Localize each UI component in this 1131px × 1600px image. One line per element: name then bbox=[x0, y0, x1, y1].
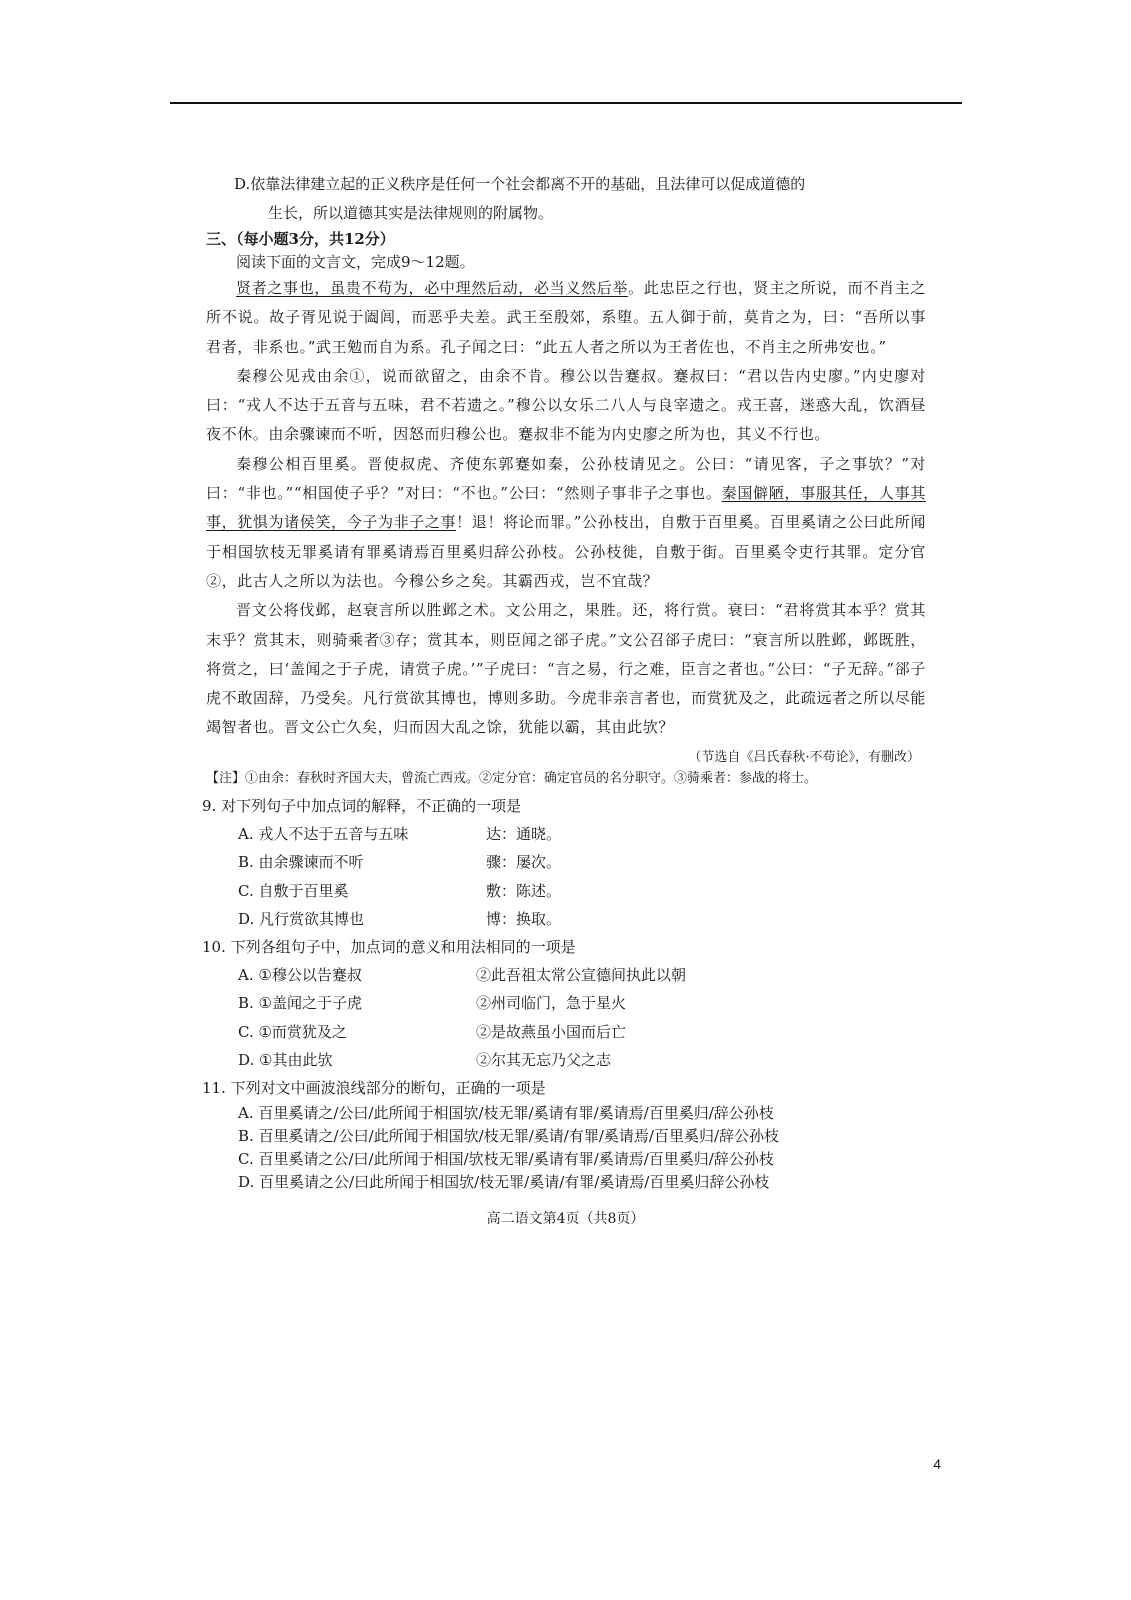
page-footer: 高二语文第4页（共8页） bbox=[486, 1211, 645, 1227]
q9-option-d bbox=[206, 905, 926, 934]
paragraph-1-text: 。此忠臣之行也，贤主之所说，而不肖主之所不说。故子胥见说于阖闾，而恶乎夫差。武王至殷郊，系堕。五人御于前，莫肯之为，曰：“吾所以事君者，非系也。”武王勉而自为系。孔子闻之曰：“此五人者之所以为王者佐也，不肖主之所弗安也。” bbox=[206, 279, 926, 356]
q10-option-a-first: A. ①穆公以告蹇叔 bbox=[238, 965, 362, 984]
q9-option-a-text: A. 戎人不达于五音与五味 bbox=[238, 824, 409, 843]
q10-option-a-second: ②此吾祖太常公宣德间执此以朝 bbox=[476, 965, 687, 984]
passage-paragraph-4: 晋文公将伐邺，赵衰言所以胜邺之术。文公用之，果胜。还，将行赏。衰曰：“君将赏其本乎？赏其末乎？赏其末，则骑乘者③存；赏其本，则臣闻之郤子虎。”文公召郤子虎曰：“衰言所以胜邺，邺既胜，将赏之，曰‘盖闻之于子虎，请赏子虎。’”子虎曰：“言之易，行之难，臣言之者也。”公曰：“子无辞。”郤子虎不敢固辞，乃受矣。凡行赏欲其博也，博则多助。今虎非亲言者也，而赏犹及之，此疏远者之所以尽能竭智者也。晋文公亡久矣，归而因大乱之馀，犹能以霸，其由此欤？ bbox=[206, 601, 926, 737]
passage-paragraph-3 bbox=[206, 450, 926, 596]
page-content bbox=[202, 170, 926, 1194]
question-11-stem: 11. 下列对文中画波浪线部分的断句，正确的一项是 bbox=[202, 1078, 546, 1097]
passage-source: （节选自《吕氏春秋·不苟论》，有删改） bbox=[688, 749, 920, 765]
passage-paragraph-1 bbox=[206, 274, 926, 362]
q9-option-c bbox=[206, 877, 926, 906]
q11-option-a: A. 百里奚请之/公曰/此所闻于相国欤/枝无罪/奚请有罪/奚请焉/百里奚归/辞公孙枝 bbox=[238, 1103, 774, 1122]
question-10-stem: 10. 下列各组句子中，加点词的意义和用法相同的一项是 bbox=[202, 937, 576, 956]
q10-option-d bbox=[206, 1046, 926, 1075]
q9-option-a-gloss: 达：通晓。 bbox=[486, 824, 562, 843]
section-instruction: 阅读下面的文言文，完成9～12题。 bbox=[236, 253, 475, 271]
q9-option-a bbox=[206, 820, 926, 849]
q9-option-b bbox=[206, 848, 926, 877]
q10-option-d-second: ②尔其无忘乃父之志 bbox=[476, 1051, 612, 1070]
paragraph-3-text-b: ！退！将论而罪。”公孙枝出，自敷于百里奚。百里奚请之公曰此所闻于相国欤枝无罪奚请有罪奚请焉百里奚归辞公孙枝。公孙枝徙，自敷于街。百里奚令吏行其罪。定分官②，此古人之所以为法也。今穆公乡之矣。其霸西戎，岂不宜哉？ bbox=[206, 513, 926, 590]
q11-option-d: D. 百里奚请之公/曰此所闻于相国欤/枝无罪/奚请/有罪/奚请焉/百里奚归辞公孙枝 bbox=[238, 1172, 770, 1191]
underlined-sentence-1: 贤者之事也，虽贵不苟为，必中理然后动，必当义然后举 bbox=[236, 279, 629, 297]
underlined-sentence-2: 秦国僻陋，事服其任，人事其事，犹惧为诸侯笑，今子为非子之事 bbox=[206, 484, 926, 532]
q11-option-b: B. 百里奚请之/公曰/此所闻于相国欤/枝无罪/奚请/有罪/奚请焉/百里奚归/辞公孙枝 bbox=[238, 1126, 779, 1145]
passage-paragraph-2: 秦穆公见戎由余①，说而欲留之，由余不肯。穆公以告蹇叔。蹇叔曰：“君以告内史廖。”内史廖对曰：“戎人不达于五音与五味，君不若遗之。”穆公以女乐二八人与良宰遗之。戎王喜，迷惑大乱，饮酒昼夜不休。由余骤谏而不听，因怒而归穆公也。蹇叔非不能为内史廖之所为也，其义不行也。 bbox=[206, 366, 926, 444]
q10-option-b-second: ②州司临门，急于星火 bbox=[476, 994, 627, 1013]
q9-option-d-text: D. 凡行赏欲其博也 bbox=[238, 910, 365, 929]
q10-option-d-first: D. ①其由此欤 bbox=[238, 1051, 333, 1070]
q11-option-c: C. 百里奚请之公/曰/此所闻于相国/欤枝无罪/奚请有罪/奚请焉/百里奚归/辞公孙枝 bbox=[238, 1149, 774, 1168]
passage-note: 【注】①由余：春秋时齐国大夫，曾流亡西戎。②定分官：确定官员的名分职守。③骑乘者：参战的将士。 bbox=[206, 770, 818, 786]
q10-option-b bbox=[206, 989, 926, 1018]
header-rule bbox=[170, 102, 962, 104]
q10-option-b-first: B. ①盖闻之于子虎 bbox=[238, 994, 363, 1013]
q9-option-b-gloss: 骤：屡次。 bbox=[486, 853, 562, 872]
paragraph-3-text-a: 秦穆公相百里奚。晋使叔虎、齐使东郭蹇如秦，公孙枝请见之。公曰：“请见客，子之事欤？”对曰：“非也。”“相国使子乎？”对曰：“不也。”公曰：“然则子事非子之事也。 bbox=[206, 454, 926, 503]
q9-option-c-text: C. 自敷于百里奚 bbox=[238, 881, 349, 900]
section-title: 三、（每小题3分，共12分） bbox=[206, 230, 395, 248]
q9-option-c-gloss: 敷：陈述。 bbox=[486, 881, 562, 900]
option-d-line2: 生长，所以道德其实是法律规则的附属物。 bbox=[268, 204, 554, 222]
option-d-line1: D.依靠法律建立起的正义秩序是任何一个社会都离不开的基础，且法律可以促成道德的 bbox=[234, 175, 806, 193]
q9-option-b-text: B. 由余骤谏而不听 bbox=[238, 853, 364, 872]
q10-option-a bbox=[206, 961, 926, 990]
q10-option-c bbox=[206, 1018, 926, 1047]
q10-option-c-second: ②是故燕虽小国而后亡 bbox=[476, 1022, 627, 1041]
question-9-stem: 9. 对下列句子中加点词的解释，不正确的一项是 bbox=[202, 796, 522, 815]
q10-option-c-first: C. ①而赏犹及之 bbox=[238, 1022, 347, 1041]
page-number: 4 bbox=[933, 1456, 941, 1472]
q9-option-d-gloss: 博：换取。 bbox=[486, 910, 562, 929]
